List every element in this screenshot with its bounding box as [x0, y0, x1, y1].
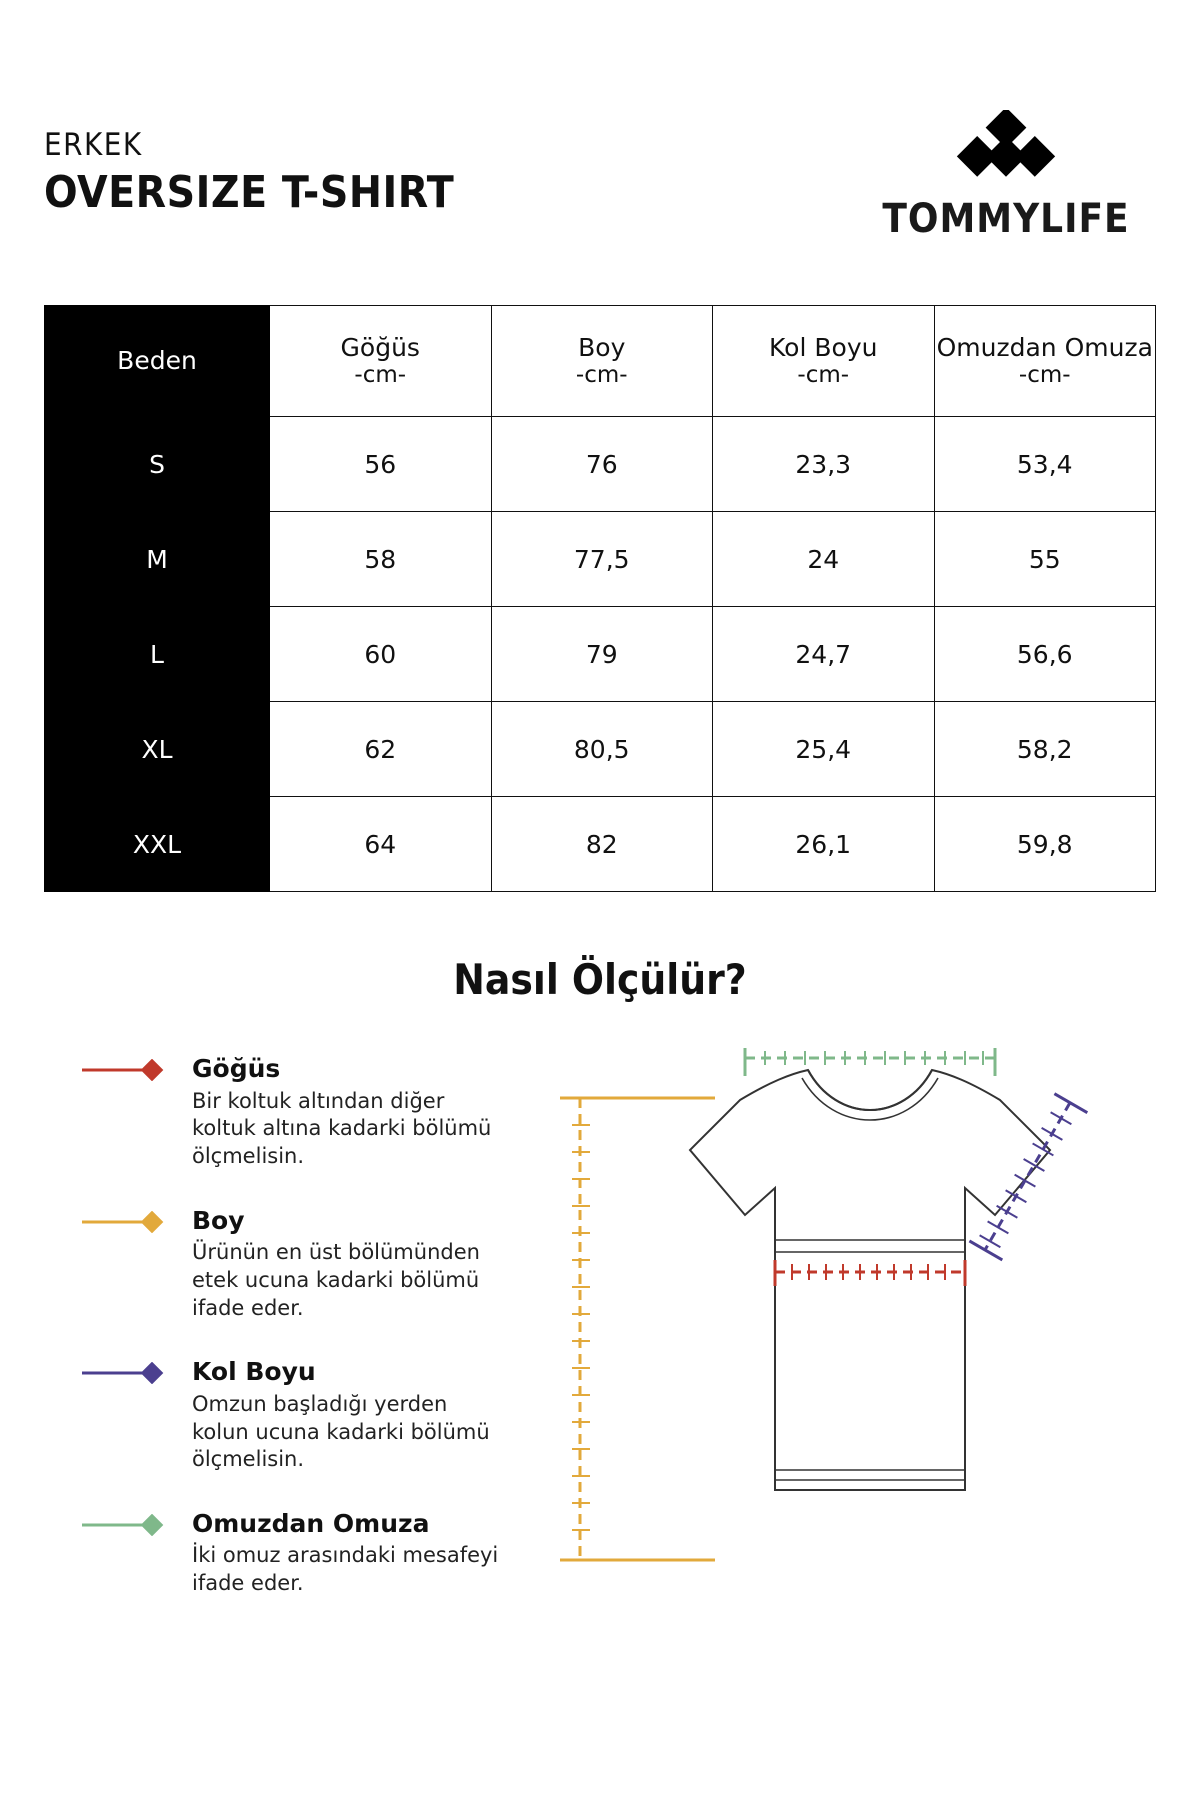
- cell-omuz: 56,6: [934, 607, 1156, 702]
- cell-gogus: 62: [270, 702, 492, 797]
- cell-boy: 82: [491, 797, 713, 892]
- column-unit: -cm-: [354, 362, 407, 389]
- column-unit: -cm-: [1018, 362, 1071, 389]
- legend-description: Bir koltuk altından diğer koltuk altına kadarki bölümü ölçmelisin.: [192, 1088, 492, 1168]
- cell-kol: 23,3: [713, 417, 935, 512]
- column-label: Kol Boyu: [769, 332, 878, 362]
- column-unit: -cm-: [575, 362, 628, 389]
- tshirt-illustration: [690, 1070, 1050, 1490]
- cell-boy: 76: [491, 417, 713, 512]
- column-header-omuzdan-omuza: [934, 306, 1156, 417]
- diamond-cluster-icon: [856, 110, 1156, 190]
- legend-item-boy: [82, 1207, 502, 1323]
- legend-name: Omuzdan Omuza: [192, 1508, 430, 1538]
- legend-name: Kol Boyu: [192, 1357, 316, 1387]
- table-row: [45, 702, 1156, 797]
- table-header-row: [45, 306, 1156, 417]
- column-label: Göğüs: [340, 332, 420, 362]
- measure-length: [560, 1098, 715, 1560]
- column-header-beden: [45, 306, 270, 417]
- cell-boy: 77,5: [491, 512, 713, 607]
- legend-name: Boy: [192, 1205, 245, 1235]
- cell-gogus: 64: [270, 797, 492, 892]
- cell-omuz: 59,8: [934, 797, 1156, 892]
- diamond-line-marker-icon: [82, 1362, 180, 1384]
- column-label: Omuzdan Omuza: [936, 332, 1153, 362]
- diamond-line-marker-icon: [82, 1211, 180, 1233]
- table-row: [45, 797, 1156, 892]
- brand-block: [856, 110, 1156, 242]
- column-header-kol-boyu: [713, 306, 935, 417]
- legend-name: Göğüs: [192, 1054, 281, 1083]
- cell-boy: 80,5: [491, 702, 713, 797]
- cell-size: L: [45, 607, 270, 702]
- column-label: Beden: [117, 346, 197, 376]
- legend-description: Ürünün en üst bölümünden etek ucuna kadarki bölümü ifade eder.: [192, 1240, 480, 1320]
- cell-kol: 24: [713, 512, 935, 607]
- cell-gogus: 58: [270, 512, 492, 607]
- tshirt-diagram-svg: [540, 1040, 1160, 1740]
- table-row: [45, 607, 1156, 702]
- page-title: OVERSIZE T-SHIRT: [44, 167, 455, 219]
- measure-shoulder-to-shoulder: [745, 1048, 995, 1076]
- cell-kol: 25,4: [713, 702, 935, 797]
- table-row: [45, 512, 1156, 607]
- cell-omuz: 55: [934, 512, 1156, 607]
- how-to-measure-title: Nasıl Ölçülür?: [453, 955, 747, 1004]
- column-header-boy: [491, 306, 713, 417]
- tshirt-measurement-diagram: [540, 1040, 1160, 1740]
- diamond-line-marker-icon: [82, 1059, 180, 1081]
- brand-name: TOMMYLIFE: [882, 196, 1130, 242]
- column-header-gogus: [270, 306, 492, 417]
- cell-size: S: [45, 417, 270, 512]
- cell-size: M: [45, 512, 270, 607]
- diamond-line-marker-icon: [82, 1514, 180, 1536]
- cell-gogus: 60: [270, 607, 492, 702]
- column-unit: -cm-: [797, 362, 850, 389]
- cell-omuz: 58,2: [934, 702, 1156, 797]
- legend-item-gogus: [82, 1055, 502, 1171]
- cell-boy: 79: [491, 607, 713, 702]
- legend-item-omuzdan-omuza: [82, 1510, 502, 1598]
- cell-gogus: 56: [270, 417, 492, 512]
- cell-kol: 26,1: [713, 797, 935, 892]
- measurement-legend: [82, 1055, 502, 1634]
- page-category: ERKEK: [44, 127, 143, 163]
- table-row: [45, 417, 1156, 512]
- legend-description: İki omuz arasındaki mesafeyi ifade eder.: [192, 1543, 499, 1596]
- cell-size: XXL: [45, 797, 270, 892]
- legend-description: Omzun başladığı yerden kolun ucuna kadarki bölümü ölçmelisin.: [192, 1391, 490, 1472]
- size-table: [44, 305, 1156, 892]
- title-block: [44, 127, 455, 219]
- page-header: [44, 110, 1156, 270]
- cell-omuz: 53,4: [934, 417, 1156, 512]
- cell-size: XL: [45, 702, 270, 797]
- column-label: Boy: [578, 332, 626, 362]
- cell-kol: 24,7: [713, 607, 935, 702]
- legend-item-kol-boyu: [82, 1358, 502, 1474]
